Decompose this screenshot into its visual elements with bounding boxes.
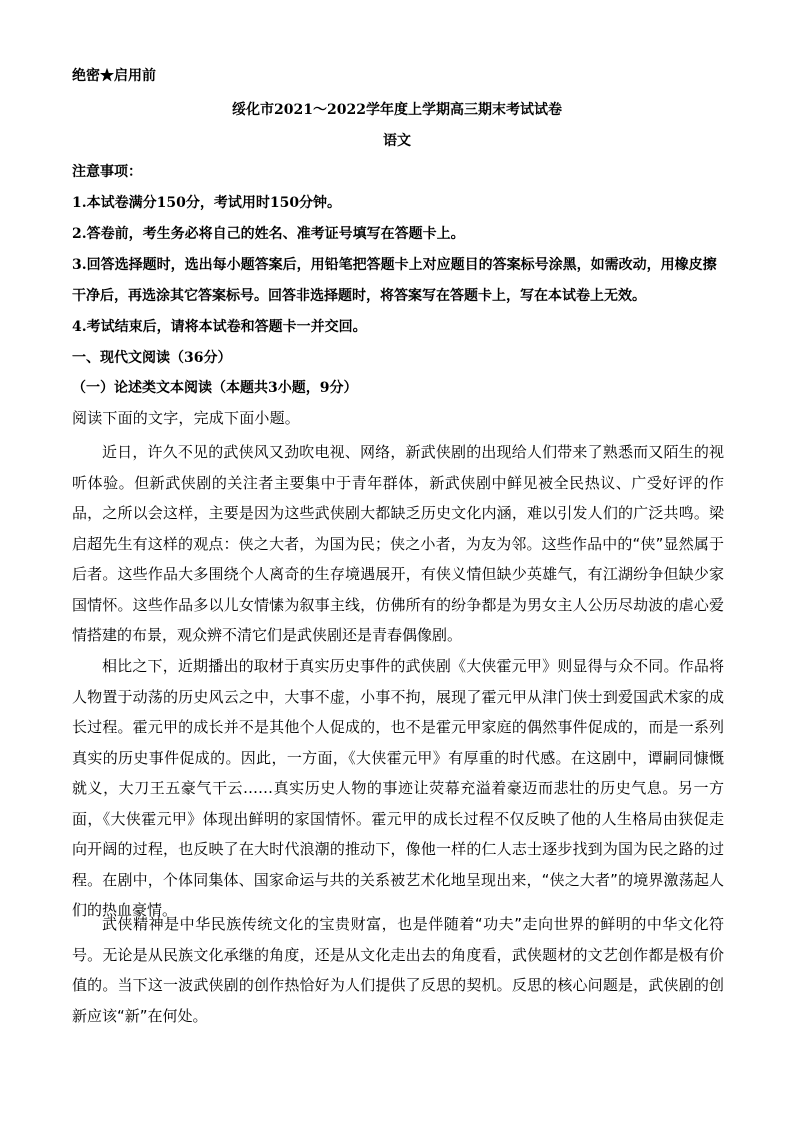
section-title: 一、现代文阅读（36分） [72,350,232,366]
subject-title: 语文 [383,133,411,149]
confidential-mark: 绝密★启用前 [72,68,156,84]
notes-item: 3.回答选择题时，选出每小题答案后，用铅笔把答题卡上对应题目的答案标号涂黑，如需改动，用橡皮擦 [72,257,717,273]
notes-item: 4.考试结束后，请将本试卷和答题卡一并交回。 [72,319,367,335]
exam-title: 绥化市2021～2022学年度上学期高三期末考试试卷 [232,102,562,118]
notes-item: 1.本试卷满分150分，考试用时150分钟。 [72,195,342,211]
subsection-title: （一）论述类文本阅读（本题共3小题，9分） [72,380,358,396]
notes-heading: 注意事项： [72,164,142,180]
passage-paragraph: 近日，许久不见的武侠风又劲吹电视、网络，新武侠剧的出现给人们带来了熟悉而又陌生的视听体验。但新武侠剧的关注者主要集中于青年群体，新武侠剧中鲜见被全民热议、广受好评的作品，之所以会这样，主要是因为这些武侠剧大都缺乏历史文化内涵，难以引发人们的广泛共鸣。梁启超先生有这样的观点：侠之大者，为国为民；侠之小者，为友为邻。这些作品中的“侠”显然属于后者。这些作品大多围绕个人离奇的生存境遇展开，有侠义情但缺少英雄气，有江湖纷争但缺少家国情怀。这些作品多以儿女情愫为叙事主线，仿佛所有的纷争都是为男女主人公历尽劫波的虐心爱情搭建的布景，观众辨不清它们是武侠剧还是青春偶像剧。 [72,443,724,644]
reading-instruction: 阅读下面的文字，完成下面小题。 [72,409,301,427]
notes-item: 2.答卷前，考生务必将自己的姓名、准考证号填写在答题卡上。 [72,226,465,242]
passage-paragraph: 武侠精神是中华民族传统文化的宝贵财富，也是伴随着“功夫”走向世界的鲜明的中华文化符号。无论是从民族文化承继的角度，还是从文化走出去的角度看，武侠题材的文艺创作都是极有价值的。当下这一波武侠剧的创作热恰好为人们提供了反思的契机。反思的核心问题是，武侠剧的创新应该“新”在何处。 [72,915,724,1025]
passage-paragraph: 相比之下，近期播出的取材于真实历史事件的武侠剧《大侠霍元甲》则显得与众不同。作品将人物置于动荡的历史风云之中，大事不虚，小事不拘，展现了霍元甲从津门侠士到爱国武术家的成长过程。霍元甲的成长并不是其他个人促成的，也不是霍元甲家庭的偶然事件促成的，而是一系列真实的历史事件促成的。因此，一方面，《大侠霍元甲》有厚重的时代感。在这剧中，谭嗣同慷慨就义，大刀王五豪气干云……真实历史人物的事迹让荧幕充溢着豪迈而悲壮的历史气息。另一方面，《大侠霍元甲》体现出鲜明的家国情怀。霍元甲的成长过程不仅反映了他的人生格局由狭促走向开阔的过程，也反映了在大时代浪潮的推动下，像他一样的仁人志士逐步找到为国为民之路的过程。在剧中，个体同集体、国家命运与共的关系被艺术化地呈现出来，“侠之大者”的境界激荡起人们的热血豪情。 [72,657,724,919]
notes-item: 干净后，再选涂其它答案标号。回答非选择题时，将答案写在答题卡上，写在本试卷上无效。 [72,288,646,304]
